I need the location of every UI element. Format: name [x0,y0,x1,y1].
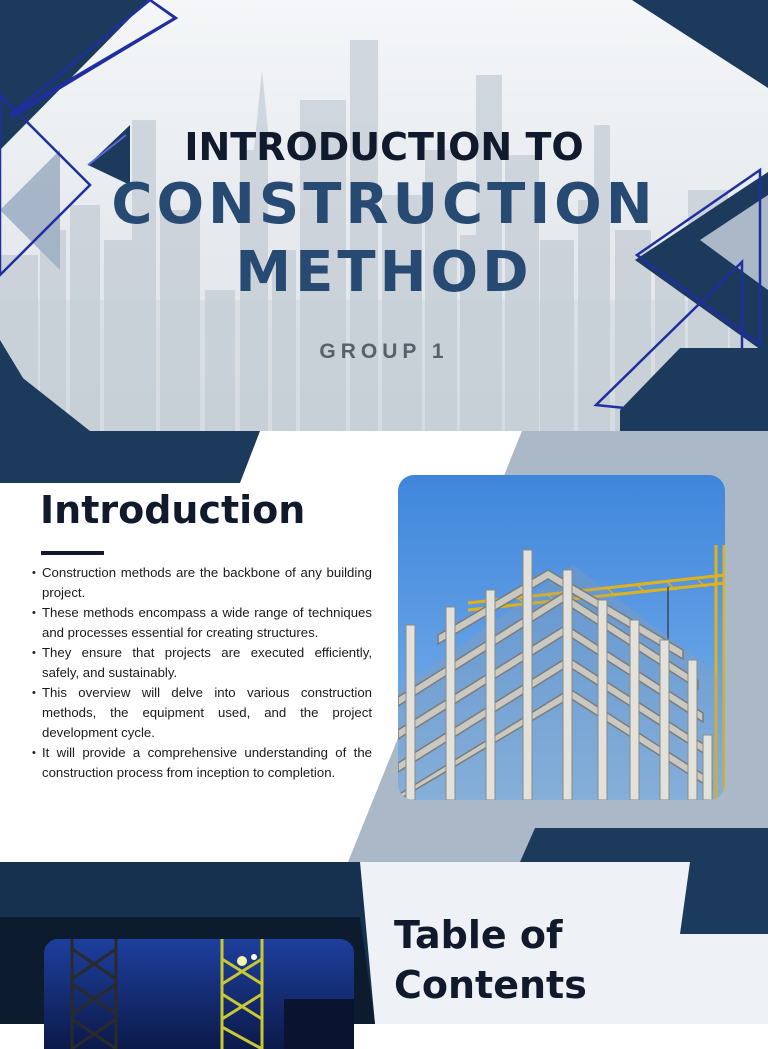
title-slide [0,0,768,431]
deco-band-navy [0,431,260,483]
intro-bullet-list [32,563,372,783]
title-line-1: INTRODUCTION TO [184,125,584,169]
title-line-3: METHOD [235,240,533,305]
list-item: • These methods encompass a wide range of techniques and processes essential for creating structures. [32,603,372,643]
list-item: • This overview will delve into various construction methods, the equipment used, and the project development cycle. [32,683,372,743]
deco-triangle-navy [632,0,768,88]
title-line-2: CONSTRUCTION [111,172,657,237]
building-construction-photo [398,475,725,800]
night-construction-photo [44,939,354,1049]
subtitle: GROUP 1 [319,340,449,363]
toc-heading-line-2: Contents [394,963,587,1007]
deco-triangle-navy [680,862,768,934]
list-item: • They ensure that projects are executed efficiently, safely, and sustainably. [32,643,372,683]
heading-underline [41,551,104,555]
list-item: • It will provide a comprehensive understanding of the construction process from inception to completion. [32,743,372,783]
deco-band-navy [520,828,768,862]
toc-heading [394,910,587,1010]
building-construction-image [398,475,725,800]
intro-heading: Introduction [40,488,306,532]
night-crane-image [44,939,354,1049]
toc-heading-line-1: Table of [394,913,563,957]
list-item: • Construction methods are the backbone of any building project. [32,563,372,603]
